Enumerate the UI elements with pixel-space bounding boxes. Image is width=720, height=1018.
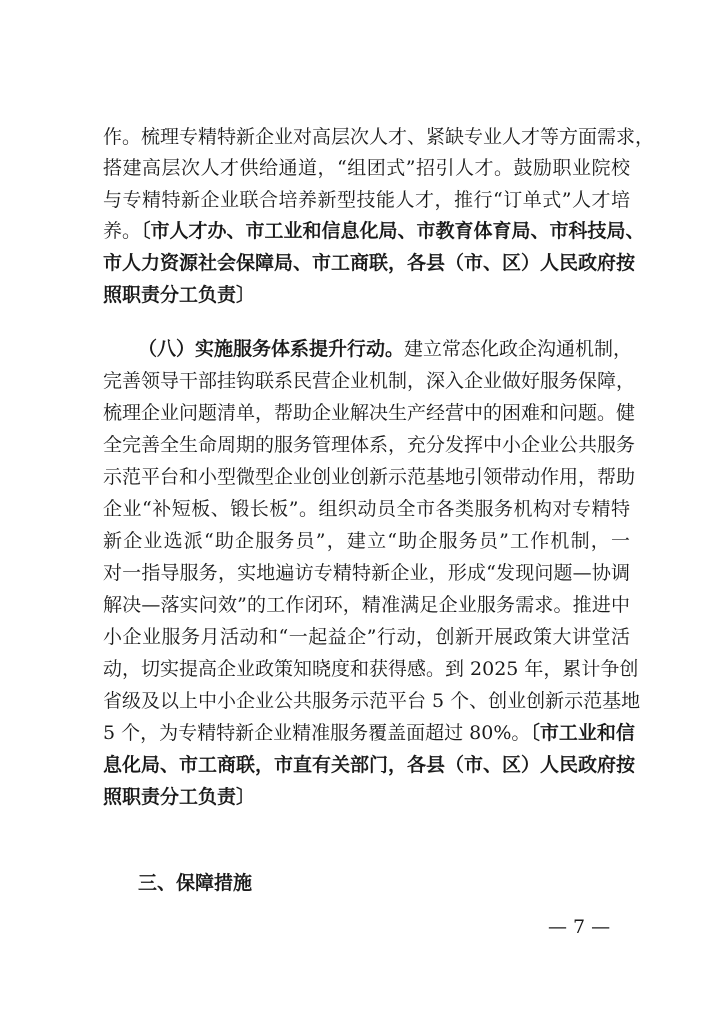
responsible-departments: 〔市人才办、市工业和信息化局、市教育体育局、市科技局、	[141, 220, 645, 242]
item-title: （八）实施服务体系提升行动。	[138, 338, 405, 360]
body-line: 完善领导干部挂钩联系民营企业机制，深入企业做好服务保障，	[103, 370, 636, 392]
body-text: 建立常态化政企沟通机制，	[404, 338, 633, 360]
body-line: 作。梳理专精特新企业对高层次人才、紧缺专业人才等方面需求，	[103, 126, 655, 148]
responsible-departments: 市人力资源社会保障局、市工商联，各县（市、区）人民政府按	[103, 252, 636, 274]
responsible-departments: 息化局、市工商联，市直有关部门，各县（市、区）人民政府按	[103, 754, 636, 776]
body-line	[103, 216, 645, 246]
body-line: 省级及以上中小企业公共服务示范平台 5 个、创业创新示范基地	[103, 690, 641, 712]
body-line: 新企业选派“助企服务员”，建立“助企服务员”工作机制，一	[103, 530, 630, 552]
body-text: 5 个，为专精特新企业精准服务覆盖面超过 80%。	[103, 722, 531, 744]
body-line: 解决—落实问效”的工作闭环，精准满足企业服务需求。推进中	[103, 594, 630, 616]
body-line: 搭建高层次人才供给通道，“组团式”招引人才。鼓励职业院校	[103, 157, 630, 179]
section-heading: 三、保障措施	[138, 872, 253, 894]
body-line: 与专精特新企业联合培养新型技能人才，推行“订单式”人才培	[103, 189, 630, 211]
responsible-departments: 照职责分工负责〕	[103, 786, 256, 808]
paragraph-first-line	[138, 334, 633, 364]
body-line: 示范平台和小型微型企业创业创新示范基地引领带动作用，帮助	[103, 466, 636, 488]
body-line: 梳理企业问题清单，帮助企业解决生产经营中的困难和问题。健	[103, 402, 636, 424]
body-line	[103, 718, 635, 748]
page-number: — 7 —	[548, 916, 611, 938]
body-line: 企业“补短板、锻长板”。组织动员全市各类服务机构对专精特	[103, 498, 630, 520]
body-line: 小企业服务月活动和“一起益企”行动，创新开展政策大讲堂活	[103, 626, 630, 648]
responsible-departments: 照职责分工负责〕	[103, 284, 256, 306]
body-line: 对一指导服务，实地遍访专精特新企业，形成“发现问题—协调	[103, 562, 630, 584]
body-line: 动，切实提高企业政策知晓度和获得感。到 2025 年，累计争创	[103, 658, 639, 680]
body-text: 养。	[103, 220, 142, 242]
responsible-departments: 〔市工业和信	[530, 722, 635, 744]
body-line: 全完善全生命周期的服务管理体系，充分发挥中小企业公共服务	[103, 434, 636, 456]
